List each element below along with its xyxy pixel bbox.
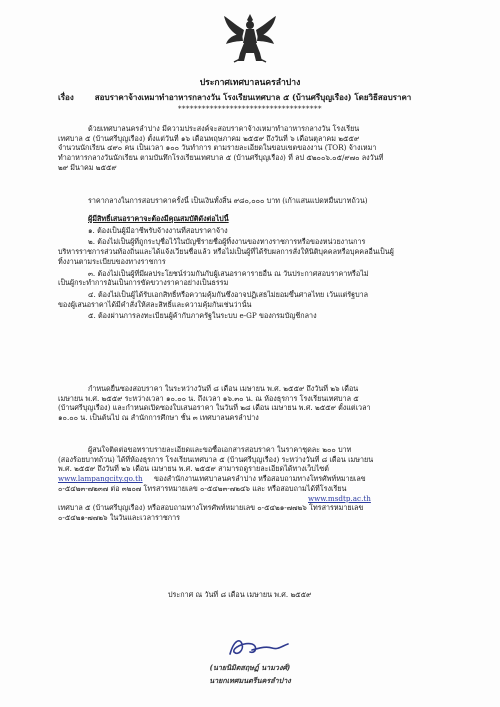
intro-line: ทำอาหารกลางวันนักเรียน ตามบันทึกโรงเรียนเทศบาล ๕ (บ้านศรีบุญเรือง) ที่ ลป ๕๒๐๐๖.๐๕/๙๗๐ ลงวันที่ <box>58 153 384 163</box>
qualification-item: ๔. ต้องไม่เป็นผู้ได้รับเอกสิทธิ์หรือความคุ้มกันซึ่งอาจปฏิเสธไม่ยอมขึ้นศาลไทย เว้นแต่รัฐบาล <box>88 290 369 300</box>
docs-line: ผู้สนใจติดต่อขอทราบรายละเอียดและขอซื้อเอกสารสอบราคา ในราคาชุดละ ๒๐๐ บาท <box>88 445 352 454</box>
subject-text: สอบราคาจ้างเหมาทำอาหารกลางวัน โรงเรียนเทศบาล ๕ (บ้านศรีบุญเรือง) โดยวิธีสอบราคา <box>94 92 412 102</box>
docs-line-link-only <box>58 494 456 504</box>
qualification-item-cont: ของผู้เสนอราคาได้มีคำสั่งให้สละสิทธิ์และความคุ้มกันเช่นว่านั้น <box>58 299 252 309</box>
docs-line-with-link <box>58 474 456 484</box>
intro-paragraph <box>58 124 456 173</box>
schedule-line: กำหนดยื่นซองสอบราคา ในระหว่างวันที่ ๘ เดือน เมษายน พ.ศ. ๒๕๕๙ ถึงวันที่ ๒๖ เดือน <box>88 384 359 393</box>
qualification-item: ๒. ต้องไม่เป็นผู้ที่ถูกระบุชื่อไว้ในบัญชีรายชื่อผู้ทิ้งงานของทางราชการหรือของหน่วยงานการ <box>88 237 366 247</box>
signature-mark <box>200 632 310 660</box>
qualification-item-cont: เป็นผู้กระทำการอันเป็นการขัดขวางราคาอย่างเป็นธรรม <box>58 278 229 288</box>
website-link-lampangcity[interactable]: www.lampangcity.go.th <box>58 474 143 484</box>
schedule-line: ๑๐.๐๐ น. เป็นต้นไป ณ สำนักการศึกษา ชั้น ๓ เทศบาลนครลำปาง <box>58 413 259 423</box>
signatory-position: นายกเทศมนตรีนครลำปาง <box>209 676 291 685</box>
price-text: ราคากลางในการสอบราคาครั้งนี้ เป็นเงินทั้งสิ้น ๙๘๐,๐๐๐ บาท (เก้าแสนแปดหมื่นบาทถ้วน) <box>88 196 368 205</box>
docs-line: เทศบาล ๕ (บ้านศรีบุญเรือง) หรือสอบถามทางโทรศัพท์หมายเลข ๐-๕๔๒๑-๗๗๒๖ โทรสารหมายเลข <box>58 503 364 513</box>
signatory-name: (นายนิมิตสฤษฏ์ นามวงศ์) <box>209 663 291 672</box>
subject-label: เรื่อง <box>58 92 74 102</box>
docs-line: พ.ศ. ๒๕๕๙ ถึงวันที่ ๒๖ เดือน เมษายน พ.ศ. ๒๕๕๙ สามารถดูรายละเอียดได้ทางเว็บไซต์ <box>58 464 329 474</box>
separator: ************************************ <box>178 105 322 113</box>
schedule-line: (บ้านศรีบุญเรือง) และกำหนดเปิดซองใบเสนอราคา ในวันที่ ๒๘ เดือน เมษายน พ.ศ. ๒๕๕๙ ตั้งแต่เวลา <box>58 403 371 413</box>
qualification-item: ๓. ต้องไม่เป็นผู้ที่มีผลประโยชน์ร่วมกันกับผู้เสนอราคารายอื่น ณ วันประกาศสอบราคาหรือไม่ <box>88 268 369 278</box>
announcement-date: ประกาศ ณ วันที่ ๘ เดือน เมษายน พ.ศ. ๒๕๕๙ <box>168 590 312 599</box>
qualification-item-cont: บริหารราชการส่วนท้องถิ่นและได้แจ้งเวียนชื่อแล้ว หรือไม่เป็นผู้ที่ได้รับผลการสั่งให้นิติบุคคลหรือบุคคลอื่นเป็นผู้ <box>58 247 394 257</box>
qualification-item-cont: ทิ้งงานตามระเบียบของทางราชการ <box>58 256 166 266</box>
intro-line: เทศบาล ๕ (บ้านศรีบุญเรือง) ตั้งแต่วันที่ ๑๖ เดือนพฤษภาคม ๒๕๕๙ ถึงวันที่ ๖ เดือนตุลาคม ๒๕๕๙ <box>58 133 360 143</box>
schedule-paragraph <box>58 384 456 423</box>
intro-line: ๒๙ มีนาคม ๒๕๕๙ <box>58 162 117 172</box>
docs-line-text: ๐-๕๔๒๓-๗๒๓๗ ต่อ ๓๒๐๗ โทรสารหมายเลข ๐-๕๔๒๓-๗๒๔๖ และ หรือสอบถามได้ที่โรงเรียน <box>58 483 347 493</box>
schedule-line: เมษายน พ.ศ. ๒๕๕๙ ระหว่างเวลา ๑๐.๐๐ น. ถึงเวลา ๑๖.๓๐ น. ณ ห้องธุรการ โรงเรียนเทศบาล ๕ <box>58 393 359 403</box>
qualification-item: ๕. ต้องผ่านการลงทะเบียนผู้ค้ากับภาครัฐในระบบ e-GP ของกรมบัญชีกลาง <box>88 311 317 321</box>
page-title: ประกาศเทศบาลนครลำปาง <box>199 78 301 88</box>
docs-line-with-link <box>58 484 456 494</box>
qualification-item: ๑. ต้องเป็นผู้มีอาชีพรับจ้างงานที่สอบราคาจ้าง <box>88 225 228 235</box>
intro-line: ด้วยเทศบาลนครลำปาง มีความประสงค์จะสอบราคาจ้างเหมาทำอาหารกลางวัน โรงเรียน <box>88 124 360 133</box>
price-paragraph <box>58 196 456 206</box>
announcement-date-block <box>58 590 456 600</box>
qualifications-heading: ผู้มีสิทธิ์เสนอราคาจะต้องมีคุณสมบัติดังต่อไปนี้ <box>88 214 229 223</box>
docs-line: ๐-๕๔๒๑-๗๗๒๖ ในวันและเวลาราชการ <box>58 513 181 523</box>
website-link-msdtp[interactable]: www.msdtp.ac.th <box>308 493 371 503</box>
subject-line <box>58 92 458 103</box>
garuda-emblem-icon <box>222 12 278 64</box>
docs-line: (สองร้อยบาทถ้วน) ได้ที่ห้องธุรการ โรงเรียนเทศบาล ๕ (บ้านศรีบุญเรือง) ระหว่างวันที่ ๘ เดือน เมษายน <box>58 454 374 464</box>
documents-paragraph <box>58 445 456 523</box>
qualifications-section <box>58 214 456 321</box>
intro-line: จำนวนนักเรียน ๔๙๐ คน เป็นเวลา ๑๐๐ วันทำการ ตามรายละเอียดในขอบเขตของงาน (TOR) จ้างเหมา <box>58 143 377 153</box>
docs-line-text: ของสำนักงานเทศบาลนครลำปาง หรือสอบถามทางโทรศัพท์หมายเลข <box>154 474 366 484</box>
